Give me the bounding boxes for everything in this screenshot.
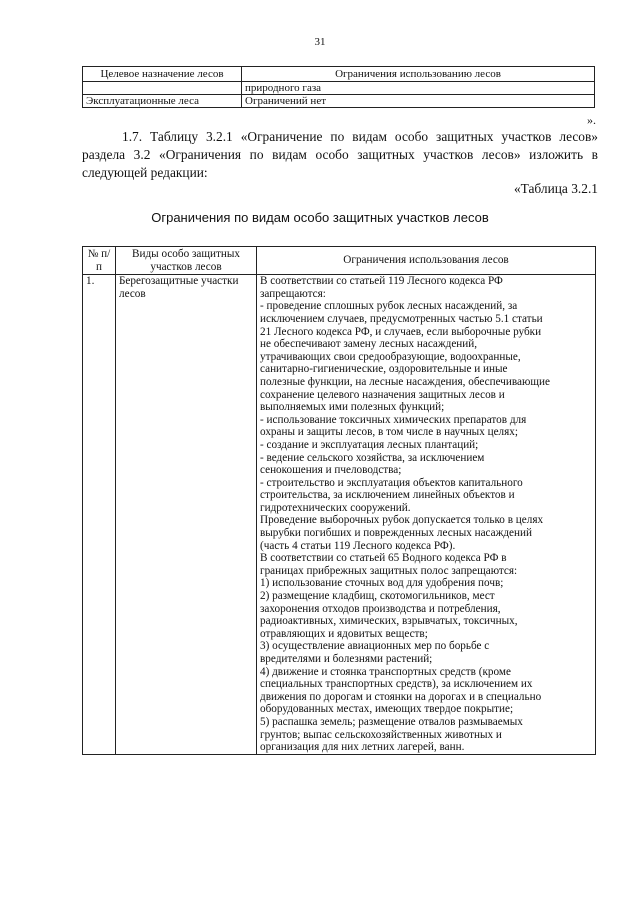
restriction-line: - строительство и эксплуатация объектов капитального [260, 476, 523, 489]
table-reference: «Таблица 3.2.1 [513, 181, 598, 196]
continued-table [82, 66, 595, 108]
restriction-line: охраны и защиты лесов, в том числе в научных целях; [260, 426, 518, 439]
restriction-line: 2) размещение кладбищ, скотомогильников, мест [260, 590, 495, 603]
restriction-line: организация для них летних лагерей, ванн. [260, 741, 465, 754]
restriction-line: (часть 4 статьи 119 Лесного кодекса РФ). [260, 539, 456, 552]
restriction-line: не обеспечивают замену лесных насаждений, [260, 338, 478, 351]
restriction-line: вредителями и болезнями растений; [260, 653, 433, 665]
restriction-line: утрачивающих свои средообразующие, водоохранные, [260, 350, 521, 363]
header-restrictions: Ограничения использованию лесов [242, 67, 595, 82]
restriction-line: - ведение сельского хозяйства, за исключением [260, 451, 485, 464]
restriction-line: исключением случаев, предусмотренных частью 5.1 статьи [260, 312, 543, 325]
table-row [83, 82, 595, 95]
table-title: Ограничения по видам особо защитных участков лесов [151, 210, 489, 225]
restriction-line: - проведение сплошных рубок лесных насаждений, за [260, 300, 518, 313]
restriction-line: захоронения отходов производства и потребления, [260, 602, 501, 615]
restriction-line: вырубки погибших и поврежденных лесных насаждений [260, 527, 532, 540]
cell-number: 1. [83, 275, 116, 755]
restriction-line: радиоактивных, химических, взрывчатых, токсичных, [260, 615, 518, 628]
header-restrictions: Ограничения использования лесов [257, 247, 596, 275]
restriction-line: сохранение целевого назначения защитных лесов и [260, 388, 505, 401]
restriction-line: специальных транспортных средств), за исключением их [260, 678, 533, 691]
restriction-line: строительства, за исключением линейных объектов и [260, 489, 515, 502]
closing-quote: ». [587, 113, 596, 127]
cell-kind: Берегозащитные участки лесов [116, 275, 257, 755]
restriction-line: гидротехнических сооружений. [260, 501, 411, 514]
restriction-line: границах прибрежных защитных полос запрещаются: [260, 564, 518, 577]
page-number: 31 [314, 36, 326, 48]
restriction-line: 1) использование сточных вод для удобрения почв; [260, 577, 504, 590]
header-purpose: Целевое назначение лесов [83, 67, 242, 82]
restriction-line: сенокошения и пчеловодства; [260, 464, 402, 477]
restriction-line: 4) движение и стоянка транспортных средств (кроме [260, 665, 511, 678]
restriction-line: запрещаются: [260, 287, 326, 300]
restriction-line: выполняемых ими полезных функций; [260, 401, 445, 414]
restrictions-table-header [83, 247, 596, 275]
restriction-line: В соответствии со статьей 65 Водного кодекса РФ в [260, 552, 507, 565]
restriction-line: 5) распашка земель; размещение отвалов размываемых [260, 715, 523, 728]
header-kind: Виды особо защитных участков лесов [116, 247, 257, 275]
restriction-line: грунтов; выпас сельскохозяйственных животных и [260, 728, 502, 741]
restriction-line: Проведение выборочных рубок допускается только в целях [260, 514, 544, 527]
table-row [83, 275, 596, 755]
restriction-line: отравляющих и ядовитых веществ; [260, 627, 428, 640]
cell-restriction: Ограничений нет [242, 95, 595, 108]
table-row [83, 95, 595, 108]
restriction-line: - создание и эксплуатация лесных плантаций; [260, 438, 479, 451]
restriction-line: полезные функции, на лесные насаждения, обеспечивающие [260, 375, 550, 388]
cell-purpose: Эксплуатационные леса [83, 95, 242, 108]
cell-restriction: природного газа [242, 82, 595, 95]
cell-restrictions [257, 275, 596, 755]
restriction-line: оборудованных местах, имеющих твердое покрытие; [260, 703, 514, 716]
restrictions-table [82, 246, 596, 755]
header-number: № п/п [83, 247, 116, 275]
restriction-line: движения по дорогам и стоянки на дорогах и в специально [260, 690, 542, 703]
restriction-line: - использование токсичных химических препаратов для [260, 413, 527, 426]
restriction-line: 3) осуществление авиационных мер по борьбе с [260, 640, 490, 653]
restriction-line: санитарно-гигиенические, оздоровительные и иные [260, 363, 508, 376]
restriction-line: В соответствии со статьей 119 Лесного кодекса РФ [260, 275, 503, 288]
restriction-line: 21 Лесного кодекса РФ, и случаев, если выборочные рубки [260, 325, 542, 338]
continued-table-header [83, 67, 595, 82]
cell-purpose [83, 82, 242, 95]
amendment-paragraph: 1.7. Таблицу 3.2.1 «Ограничение по видам особо защитных участков лесов» раздела 3.2 «Ограничения по видам особо защитных участков лесов» изложить в следующей редакции: [82, 129, 598, 180]
